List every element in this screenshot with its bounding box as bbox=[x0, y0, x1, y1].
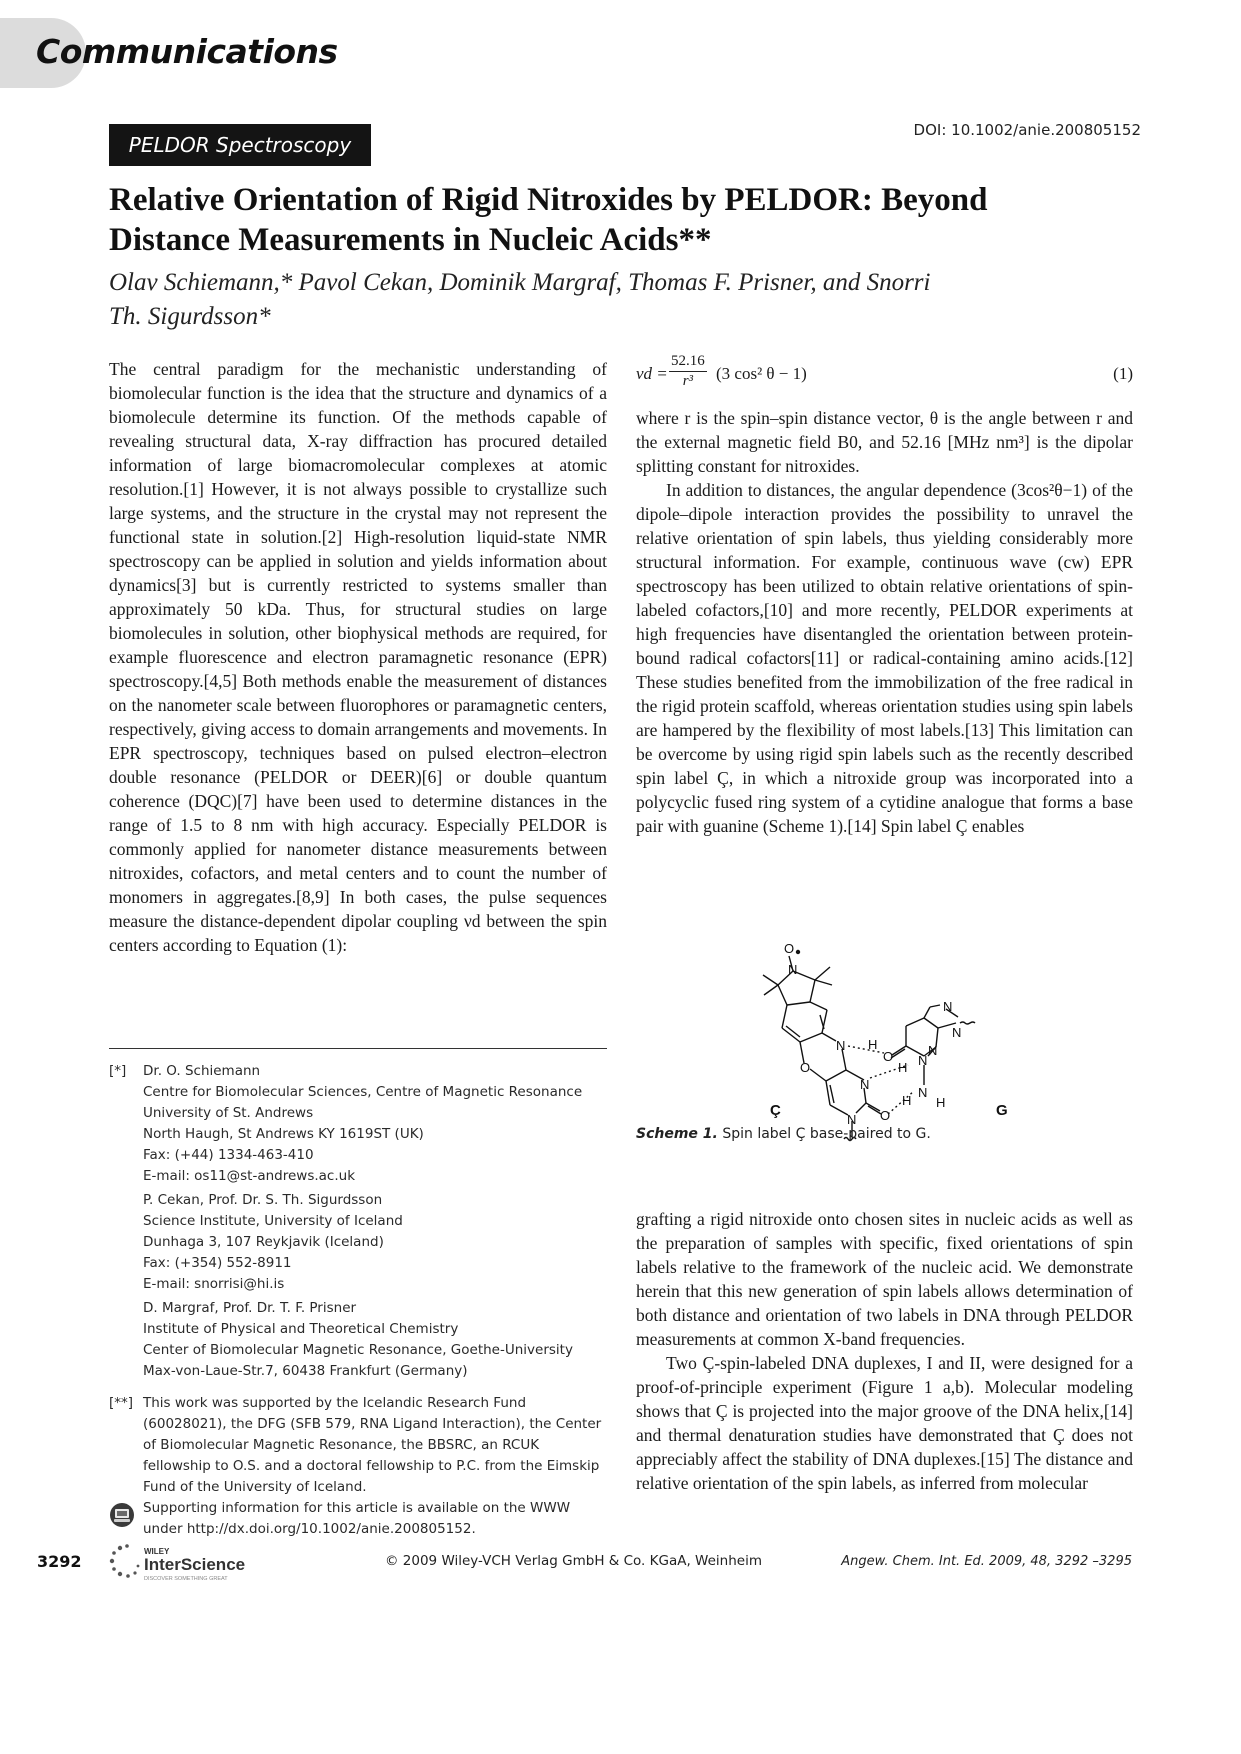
logo-dots bbox=[110, 1544, 140, 1578]
atom-g-n3: N bbox=[952, 1025, 962, 1040]
affiliation-line: Max-von-Laue-Str.7, 60438 Frankfurt (Germany) bbox=[143, 1363, 468, 1379]
scheme-label-g: G bbox=[996, 1102, 1008, 1119]
footnote-supporting bbox=[109, 1498, 607, 1540]
computer-icon bbox=[109, 1502, 135, 1528]
right-column-upper bbox=[636, 406, 1133, 838]
left-column bbox=[109, 357, 607, 957]
equation-rhs: (3 cos² θ − 1) bbox=[716, 364, 807, 383]
equation-fraction bbox=[669, 352, 707, 391]
affiliation-line: North Haugh, St Andrews KY 1619ST (UK) bbox=[143, 1126, 424, 1142]
atom-g-n2: N bbox=[943, 999, 953, 1014]
paragraph: where r is the spin–spin distance vector, θ is the angle between r and the external magnetic field B0, and 52.16 [MHz nm³] is the dipolar splitting constant for nitroxides. bbox=[636, 408, 1133, 476]
atom-h-3: H bbox=[902, 1093, 912, 1108]
page-number: 3292 bbox=[37, 1552, 82, 1571]
category-badge: PELDOR Spectroscopy bbox=[109, 124, 371, 166]
atom-g-n4: N bbox=[928, 1043, 938, 1058]
footnote-rule bbox=[109, 1048, 607, 1049]
affiliation-line: Institute of Physical and Theoretical Chemistry bbox=[143, 1321, 459, 1337]
scheme-caption-label: Scheme 1. bbox=[636, 1126, 718, 1142]
atom-n-nitroxide: N bbox=[788, 962, 798, 977]
radical-dot bbox=[796, 950, 800, 954]
paragraph: The central paradigm for the mechanistic understanding of biomolecular function is the idea that the structure and dynamics of a biomolecule determine its function. Of the methods capable of revealing structural data, X-ray diffraction has procured detailed information of large biomacromolecular complexes at atomic resolution.[1] However, it is not always possible to crystallize such large systems, and the structure in the crystal may not represent the functional state in solution.[2] High-resolution liquid-state NMR spectroscopy can be applied in solution and yields information about dynamics[3] but is currently restricted to systems smaller than approximately 50 kDa. Thus, for structural studies on large biomolecules in solution, other biophysical methods are required, for example fluorescence and electron paramagnetic resonance (EPR) spectroscopy.[4,5] Both methods enable the measurement of distances on the nanometer scale between fluorophores or paramagnetic centers, respectively, giving access to domain arrangements and movements. In EPR spectroscopy, techniques based on pulsed electron–electron double resonance (PELDOR or DEER)[6] or double quantum coherence (DQC)[7] have been used to determine distances in the range of 1.5 to 8 nm with high accuracy. Especially PELDOR is commonly applied for nanometer distance measurements between nitroxides, cofactors, and metal centers and to count the number of monomers in aggregates.[8,9] In both cases, the pulse sequences measure the distance-dependent dipolar coupling νd between the spin centers according to Equation (1): bbox=[109, 359, 607, 955]
logo-wordmark: InterScience bbox=[144, 1555, 246, 1574]
affiliation-line: P. Cekan, Prof. Dr. S. Th. Sigurdsson bbox=[143, 1192, 383, 1208]
right-column-lower bbox=[636, 1207, 1133, 1495]
paragraph: grafting a rigid nitroxide onto chosen sites in nucleic acids as well as the preparation of samples with specific, fixed orientations of spin labels relative to the framework of the nucleic acid. We demonstrate herein that this new generation of spin labels allows determination of both distance and orientation of two labels in DNA through PELDOR measurements at common X-band frequencies. bbox=[636, 1209, 1133, 1349]
paragraph: In addition to distances, the angular dependence (3cos²θ−1) of the dipole–dipole interaction provides the possibility to unravel the relative orientation of spin labels, thus yielding considerably more structural information. For example, continuous wave (cw) EPR spectroscopy has been utilized to obtain relative orientations of spin-labeled cofactors,[10] and more recently, PELDOR experiments at high frequencies have disentangled the orientation between protein-bound radical cofactors[11] or radical-containing amino acids.[12] These studies benefited from the immobilization of the free radical in the rigid protein scaffold, whereas orientation studies using spin labels are hampered by the flexibility of most labels.[13] This limitation can be overcome by using rigid spin labels such as the recently described spin label Ç, in which a nitroxide group was incorporated into a polycyclic fused ring system of a cytidine analogue that forms a base pair with guanine (Scheme 1).[14] Spin label Ç enables bbox=[636, 480, 1133, 836]
atom-g-n1: N bbox=[918, 1053, 928, 1068]
article-authors: Olav Schiemann,* Pavol Cekan, Dominik Margraf, Thomas F. Prisner, and Snorri Th. Sigurdsson* bbox=[109, 269, 931, 330]
affiliation-line: Centre for Biomolecular Sciences, Centre of Magnetic Resonance bbox=[143, 1084, 583, 1100]
equation-1 bbox=[636, 352, 1133, 400]
affiliation-line: Science Institute, University of Iceland bbox=[143, 1213, 403, 1229]
atom-h-2: H bbox=[898, 1060, 908, 1075]
affiliation-line: Dr. O. Schiemann bbox=[143, 1063, 261, 1079]
atom-o-ring: O bbox=[800, 1060, 811, 1075]
atom-o-nitroxide: O bbox=[784, 941, 795, 956]
supporting-info-text[interactable]: Supporting information for this article is available on the WWW under http://dx.doi.org/10.1002/anie.200805152. bbox=[143, 1500, 571, 1537]
section-title: Communications bbox=[36, 32, 338, 71]
scheme-caption bbox=[636, 1126, 931, 1142]
affiliation-email[interactable]: E-mail: os11@st-andrews.ac.uk bbox=[143, 1168, 356, 1184]
affiliation-block bbox=[143, 1061, 607, 1382]
atom-o-carbonyl: O bbox=[880, 1108, 891, 1123]
footnote-mark: [**] bbox=[109, 1395, 134, 1411]
doi[interactable]: DOI: 10.1002/anie.200805152 bbox=[913, 121, 1141, 139]
journal-citation: Angew. Chem. Int. Ed. 2009, 48, 3292 –3295 bbox=[841, 1554, 1132, 1569]
affiliation-email[interactable]: E-mail: snorrisi@hi.is bbox=[143, 1276, 285, 1292]
footnote-affiliations bbox=[109, 1061, 607, 1382]
atom-g-nh: N bbox=[918, 1085, 928, 1100]
footnote-funding bbox=[109, 1393, 607, 1498]
atom-n-ring-1: N bbox=[836, 1038, 846, 1053]
copyright: © 2009 Wiley-VCH Verlag GmbH & Co. KGaA, Weinheim bbox=[385, 1553, 762, 1569]
funding-text: This work was supported by the Icelandic Research Fund (60028021), the DFG (SFB 579, RNA Ligand Interaction), the Center of Biomolecular Magnetic Resonance, the BBSRC, an RCUK fellowship to O.S. and a doctoral fellowship to P.C. from the Eimskip Fund of the University of Iceland. bbox=[143, 1395, 602, 1495]
atom-g-o: O bbox=[883, 1049, 894, 1064]
paragraph: Two Ç-spin-labeled DNA duplexes, I and II, were designed for a proof-of-principle experiment (Figure 1 a,b). Molecular modeling shows that Ç is projected into the major groove of the DNA helix,[14] and thermal denaturation studies have demonstrated that Ç does not appreciably affect the stability of DNA duplexes.[15] The distance and relative orientation of the spin labels, as inferred from molecular bbox=[636, 1353, 1133, 1493]
atom-n-ring-2: N bbox=[860, 1077, 870, 1092]
scheme-label-c: Ç bbox=[770, 1102, 781, 1119]
article-title: Relative Orientation of Rigid Nitroxides by PELDOR: Beyond Distance Measurements in Nucleic Acids** bbox=[109, 182, 988, 258]
scheme-1-structure bbox=[760, 925, 1020, 1150]
interscience-logo bbox=[108, 1540, 278, 1584]
affiliation-line: Dunhaga 3, 107 Reykjavik (Iceland) bbox=[143, 1234, 384, 1250]
equation-number: (1) bbox=[1113, 364, 1133, 383]
equation-numerator: 52.16 bbox=[669, 352, 707, 372]
logo-tagline: DISCOVER SOMETHING GREAT bbox=[144, 1576, 228, 1582]
atom-h-1: H bbox=[868, 1037, 878, 1052]
atom-n-ring-3: N bbox=[847, 1112, 857, 1127]
affiliation-line: Fax: (+354) 552-8911 bbox=[143, 1255, 292, 1271]
logo-wiley: WILEY bbox=[144, 1547, 170, 1556]
affiliation-line: Center of Biomolecular Magnetic Resonance, Goethe-University bbox=[143, 1342, 573, 1358]
equation-denominator: r³ bbox=[682, 373, 694, 389]
equation-lhs: νd = bbox=[636, 364, 668, 383]
footnote-mark: [*] bbox=[109, 1063, 127, 1079]
affiliation-line: Fax: (+44) 1334-463-410 bbox=[143, 1147, 314, 1163]
affiliation-line: University of St. Andrews bbox=[143, 1105, 314, 1121]
atom-g-h: H bbox=[936, 1095, 946, 1110]
affiliation-line: D. Margraf, Prof. Dr. T. F. Prisner bbox=[143, 1300, 357, 1316]
scheme-caption-text: Spin label Ç base-paired to G. bbox=[722, 1126, 931, 1142]
scheme-atoms bbox=[784, 941, 961, 1127]
